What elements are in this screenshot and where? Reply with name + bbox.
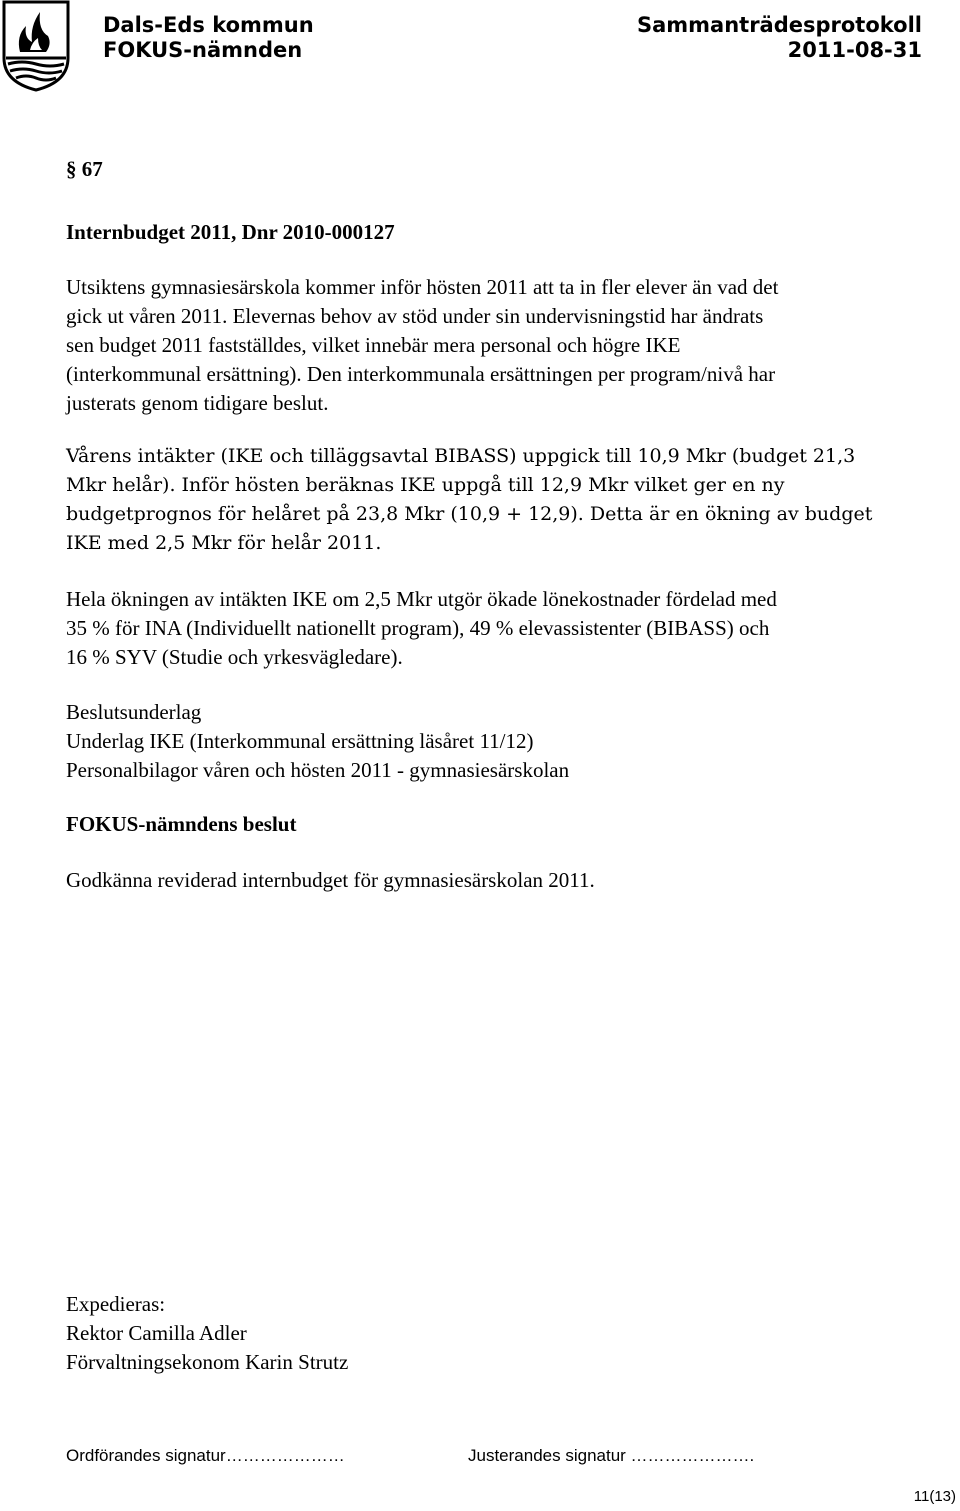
org-name: Dals-Eds kommun <box>103 13 314 37</box>
decision-heading: FOKUS-nämndens beslut <box>66 812 297 836</box>
basis-heading: Beslutsunderlag <box>66 700 202 724</box>
dispatch-list <box>66 1290 348 1377</box>
paragraph-line: Mkr helår). Inför hösten beräknas IKE uppgå till 12,9 Mkr vilket ger en ny <box>66 474 785 496</box>
paragraph-revenue <box>66 442 872 558</box>
chair-signature: Ordförandes signatur………………… <box>66 1446 345 1465</box>
decision-basis <box>66 698 569 785</box>
paragraph-line: 35 % för INA (Individuellt nationellt program), 49 % elevassistenter (BIBASS) och <box>66 616 770 640</box>
dispatch-heading: Expedieras: <box>66 1292 166 1316</box>
paragraph-background <box>66 273 778 418</box>
paragraph-line: Hela ökningen av intäkten IKE om 2,5 Mkr utgör ökade lönekostnader fördelad med <box>66 587 777 611</box>
paragraph-line: sen budget 2011 fastställdes, vilket innebär mera personal och högre IKE <box>66 333 681 357</box>
municipality-logo <box>2 0 70 92</box>
paragraph-line: gick ut våren 2011. Elevernas behov av stöd under sin undervisningstid har ändrats <box>66 304 764 328</box>
section-title: Internbudget 2011, Dnr 2010-000127 <box>66 220 395 244</box>
dispatch-recipient: Rektor Camilla Adler <box>66 1321 247 1345</box>
adjuster-signature: Justerandes signatur …………………. <box>468 1446 755 1465</box>
section-number: § 67 <box>66 157 103 181</box>
meeting-date: 2011-08-31 <box>787 38 922 62</box>
paragraph-cost-distribution <box>66 585 777 672</box>
decision-text: Godkänna reviderad internbudget för gymnasiesärskolan 2011. <box>66 868 595 892</box>
paragraph-line: IKE med 2,5 Mkr för helår 2011. <box>66 532 382 554</box>
paragraph-line: Vårens intäkter (IKE och tilläggsavtal BIBASS) uppgick till 10,9 Mkr (budget 21,3 <box>66 445 856 467</box>
paragraph-line: Utsiktens gymnasiesärskola kommer inför hösten 2011 att ta in fler elever än vad det <box>66 275 779 299</box>
document-type: Sammanträdesprotokoll <box>636 13 922 37</box>
dispatch-recipient: Förvaltningsekonom Karin Strutz <box>66 1350 349 1374</box>
basis-item: Underlag IKE (Interkommunal ersättning läsåret 11/12) <box>66 729 534 753</box>
basis-item: Personalbilagor våren och hösten 2011 - gymnasiesärskolan <box>66 758 570 782</box>
paragraph-line: budgetprognos för helåret på 23,8 Mkr (10,9 + 12,9). Detta är en ökning av budget <box>66 503 873 525</box>
paragraph-line: justerats genom tidigare beslut. <box>66 391 329 415</box>
board-name: FOKUS-nämnden <box>103 38 303 62</box>
paragraph-line: 16 % SYV (Studie och yrkesvägledare). <box>66 645 403 669</box>
paragraph-line: (interkommunal ersättning). Den interkommunala ersättningen per program/nivå har <box>66 362 776 386</box>
page-number: 11(13) <box>913 1488 956 1505</box>
